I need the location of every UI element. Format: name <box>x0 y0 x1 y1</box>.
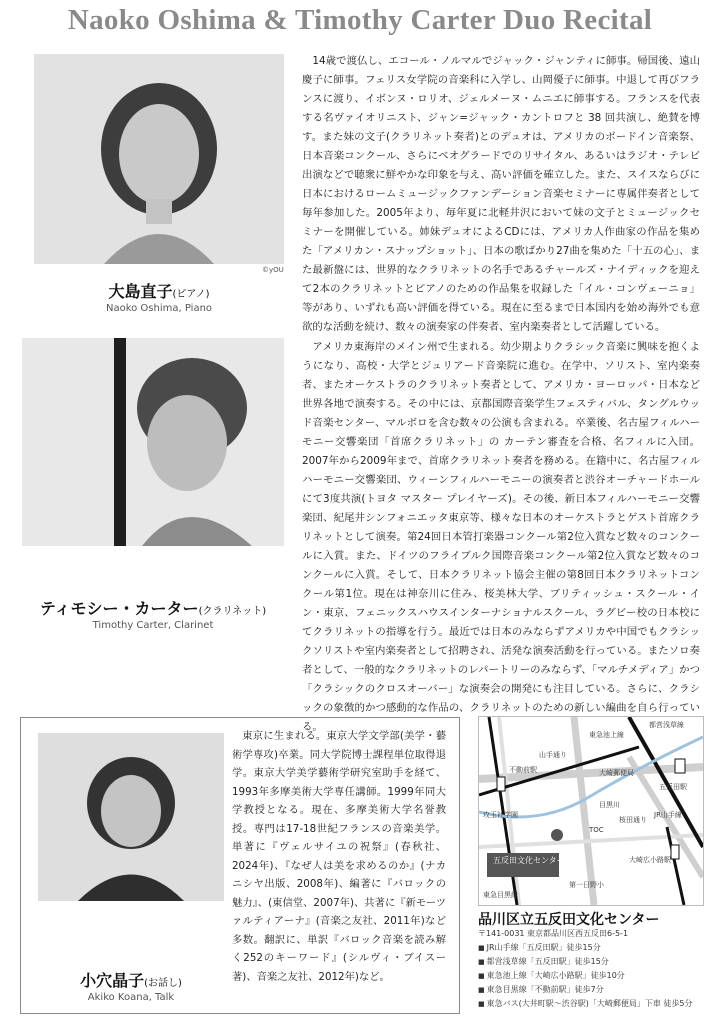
map-label-osakihirokoji: 大崎広小路駅 <box>629 856 671 864</box>
naoko-bio: 14歳で渡仏し、エコール・ノルマルでジャック・ジャンティに師事。帰国後、遠山慶子に師事。フェリス女学院の音楽科に入学し、山岡優子に師事。中退して再びフランスに渡り、イボンヌ・ロリオ、ジェルメーヌ・ムニエに師事する。フランスを代表する名ヴァイオリニスト、ジャン=ジャック・カントロフと 38 回共演し、絶賛を博す。また妹の文子(クラリネット奏者)とのデュオは、アメリカのボードイン音楽祭、日本音楽コンクール、さらにベオグラードでのリサイタル、あるいはラジオ・テレビ出演などで聴衆に鮮やかな印象を与え、高い評価を確立した。また、スイスならびに日本におけるロームミュージックファンデーション音楽セミナーに専属伴奏者として毎年参加した。2005年より、毎年夏に北軽井沢において妹の文子とミュージックセミナーを開催している。姉妹デュオによるCDには、アメリカ人作曲家の作品を集めた「アメリカン・スナップショット」、日本の歌ばかり27曲を集めた「十五の心」、また最新盤には、世界的なクラリネットの名手であるチャールズ・ナイディックを迎えて2本のクラリネットとピアノのための作品集を収録した「イル・コンヴェーニョ」等があり、いずれも高い評価を得ている。現在に至るまで日本国内を始め海外でも意欲的な活動を続け、数々の演奏家の伴奏者、室内楽奏者として活躍している。 <box>302 55 700 333</box>
venue-address: 〒141-0031 東京都品川区西五反田6-5-1 <box>478 929 629 938</box>
map-label-post: 大崎郵便局 <box>599 769 634 777</box>
timothy-photo <box>22 338 284 546</box>
map-label-toc: TOC <box>589 826 604 834</box>
naoko-role: (ピアノ) <box>172 289 210 300</box>
akiko-role: (お話し) <box>144 978 182 989</box>
map-label-ikegami: 東急池上線 <box>589 731 624 739</box>
timothy-name <box>22 596 284 619</box>
naoko-name-en: Naoko Oshima, Piano <box>105 303 213 314</box>
map-label-jr: JR山手線 <box>654 811 682 819</box>
venue-access-list <box>478 941 708 1011</box>
akiko-portrait-image <box>38 733 224 901</box>
map-label-hinode: 第一日野小 <box>569 881 604 889</box>
map-label-asakusa: 都営浅草線 <box>649 721 684 729</box>
akiko-name-jp: 小穴晶子 <box>80 971 145 990</box>
akiko-name-en: Akiko Koana, Talk <box>87 992 175 1003</box>
map-label-meguro-line: 東急目黒線 <box>483 891 518 899</box>
access-item: ■ 都営浅草線「五反田駅」徒歩15分 <box>478 955 708 969</box>
map-label-fudomae: 不動前駅 <box>509 766 537 774</box>
map-label-gotanda: 五反田駅 <box>659 783 687 791</box>
timothy-bio: アメリカ東海岸のメイン州で生まれる。幼少期よりクラシック音楽に興味を抱くようになり、高校・大学とジュリアード音楽院に進む。在学中、ソリスト、室内楽奏者、またオーケストラのクラリネット奏者として、アメリカ・ヨーロッパ・日本など世界各地で演奏する。その中には、京都国際音楽学生フェスティバル、タングルウッド音楽センター、マルボロを含む数々の公演も含まれる。卒業後、名古屋フィルハーモニー交響楽団「首席クラリネット」の カーテン審査を合格、名フィルに入団。2007年から2009年まで、首席クラリネット奏者を務める。在籍中に、名古屋フィルハーモニー交響楽団、ウィーンフィルハーモニーの演奏者と渋谷オーチャードホールにて3度共演(トヨタ マスター プレイヤーズ)。その後、新日本フィルハーモニー交響楽団、紀尾井シンフォニエッタ東京等、様々な日本のオーケストラとゲスト首席クラリネットとして演奏。第24回日本管打楽器コンクール第2位入賞など数々のコンクールに入賞。また、ドイツのフライブルク国際音楽コンクール第2位入賞など数々のコンクールに入賞。そして、日本クラリネット協会主催の第8回日本クラリネットコンクール第1位。現在は神奈川に住み、桜美林大学、ブリティッシュ・スクール・イン・東京、フェニックスハウスインターナショナルスクール、ラグビー校の日本校にてクラリネットの指導を行う。最近では日本のみならずアメリカや中国でもクラシックソリストや室内楽奏者として招聘され、活発な演奏活動を行っている。またソロ奏者として、一般的なクラリネットのレパートリーのみならず、「マルチメディア」かつ「クラシックのクロスオーバー」な演奏会の開発にも注目している。さらに、クラシックの象徴的かつ感動的な作品の、クラリネットのための新しい編曲を自ら行っている。 <box>302 341 700 733</box>
naoko-photo <box>34 54 284 264</box>
page-title: Naoko Oshima & Timothy Carter Duo Recital <box>67 4 653 36</box>
venue-map <box>478 716 704 906</box>
access-item: ■ 東急池上線「大崎広小路駅」徒歩10分 <box>478 969 708 983</box>
naoko-name <box>34 279 284 302</box>
timothy-role: (クラリネット) <box>198 606 267 617</box>
naoko-portrait-image <box>34 54 284 264</box>
map-center-label: 五反田文化センター <box>493 856 565 865</box>
timothy-portrait-image <box>22 338 284 546</box>
photo-credit: ©yOU <box>262 266 284 274</box>
timothy-name-jp: ティモシー・カーター <box>39 599 199 618</box>
akiko-name <box>38 968 224 991</box>
map-label-kogyokusha: 攻玉社学園 <box>483 811 518 819</box>
access-item: ■ 東急バス(大井町駅〜渋谷駅)「大崎郵便局」下車 徒歩5分 <box>478 997 708 1011</box>
akiko-bio: 東京に生まれる。東京大学文学部(美学・藝術学専攻)卒業。同大学院博士課程単位取得退学。東京大学美学藝術学研究室助手を経て、1993年多摩美術大学専任講師。1999年同大学教授となる。現在、多摩美術大学名誉教授。専門は17-18世紀フランスの音楽美学。単著に『ヴェルサイユの祝祭』(春秋社、2024年)、『なぜ人は美を求めるのか』(ナカニシヤ出版、2008年)、編著に『バロックの魅力』、(東信堂、2007年)、共著に『新モーツァルティアーナ』(音楽之友社、2011年)など多数。翻訳に、単訳『バロック音楽を読み解く252のキーワード』(シルヴィ・ブイスー著)、音楽之友社、2012年)など。 <box>232 730 446 983</box>
map-label-yamate: 山手通り <box>539 751 567 759</box>
map-label-sakurada: 桜田通り <box>619 816 647 824</box>
map-label-river: 目黒川 <box>599 801 620 809</box>
timothy-name-en: Timothy Carter, Clarinet <box>92 620 214 631</box>
naoko-name-jp: 大島直子 <box>108 282 173 301</box>
access-item: ■ 東急目黒線「不動前駅」徒歩7分 <box>478 983 708 997</box>
access-item: ■ JR山手線「五反田駅」徒歩15分 <box>478 941 708 955</box>
akiko-photo <box>38 733 224 901</box>
venue-name: 品川区立五反田文化センター <box>478 912 660 928</box>
map-graphic <box>479 717 703 905</box>
